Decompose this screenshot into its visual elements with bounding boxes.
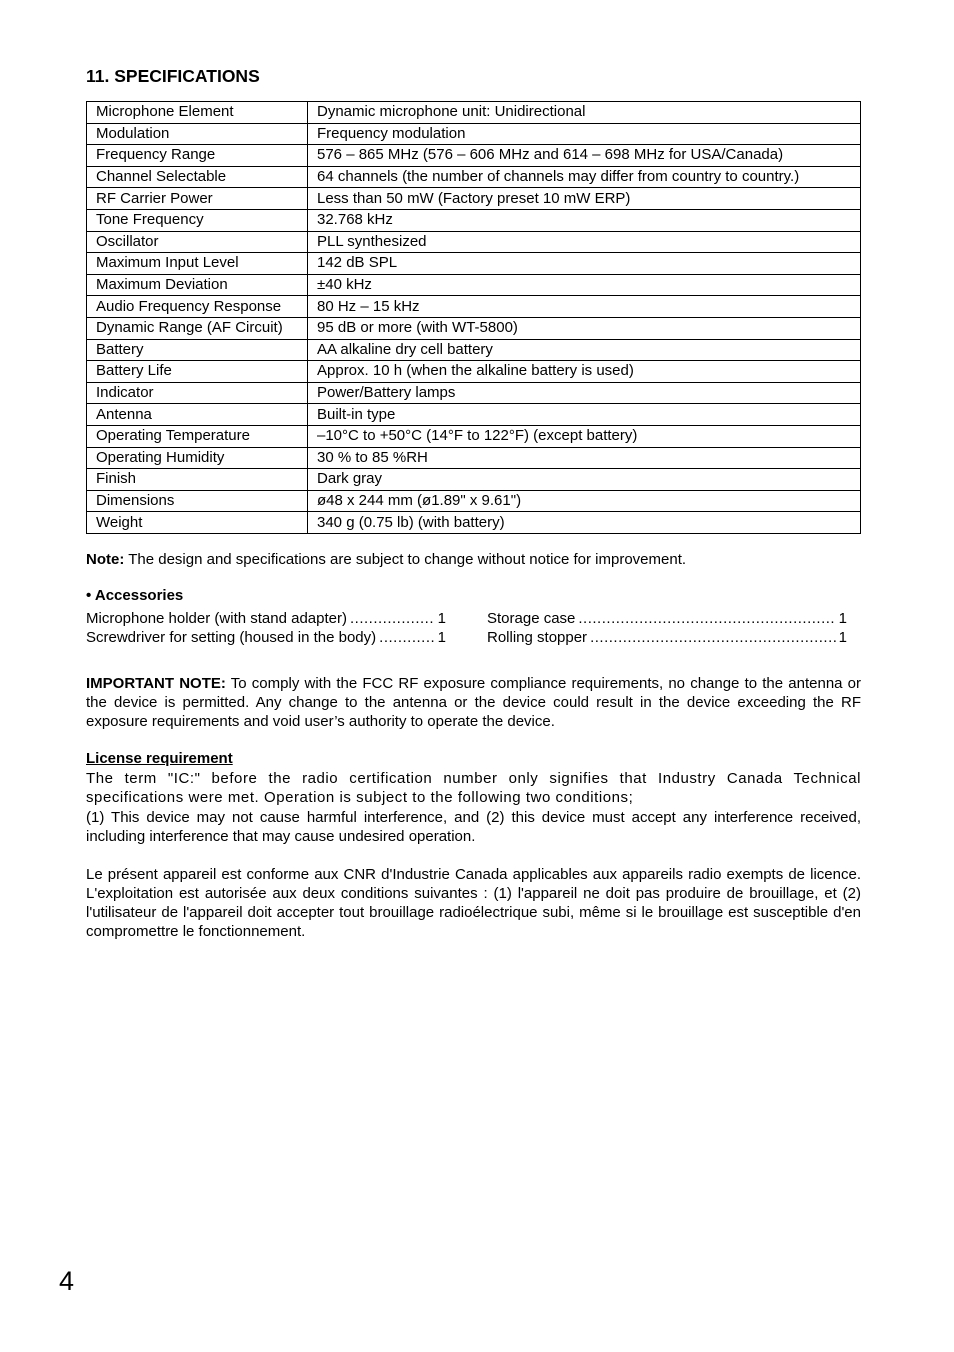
- spec-label: Battery Life: [87, 361, 308, 383]
- dot-leader: [350, 609, 435, 628]
- spec-label: Dynamic Range (AF Circuit): [87, 317, 308, 339]
- spec-label: Maximum Deviation: [87, 274, 308, 296]
- spec-value: PLL synthesized: [308, 231, 861, 253]
- spec-label: Audio Frequency Response: [87, 296, 308, 318]
- accessory-quantity: 1: [437, 610, 446, 627]
- spec-label: Indicator: [87, 382, 308, 404]
- spec-value: Frequency modulation: [308, 123, 861, 145]
- spec-label: Antenna: [87, 404, 308, 426]
- spec-label: Microphone Element: [87, 102, 308, 124]
- note-paragraph: [86, 551, 686, 568]
- spec-label: Dimensions: [87, 490, 308, 512]
- spec-row: [87, 490, 861, 512]
- accessory-name: Rolling stopper: [487, 629, 588, 646]
- accessories-heading: • Accessories: [86, 587, 184, 604]
- spec-row: [87, 102, 861, 124]
- spec-label: Battery: [87, 339, 308, 361]
- specifications-table-body: [87, 102, 861, 534]
- accessory-item: [487, 628, 847, 647]
- spec-label: Frequency Range: [87, 145, 308, 167]
- spec-value: Dynamic microphone unit: Unidirectional: [308, 102, 861, 124]
- spec-value: Less than 50 mW (Factory preset 10 mW ERP): [308, 188, 861, 210]
- spec-row: [87, 209, 861, 231]
- spec-row: [87, 123, 861, 145]
- spec-value: 80 Hz – 15 kHz: [308, 296, 861, 318]
- spec-value: ±40 kHz: [308, 274, 861, 296]
- spec-row: [87, 447, 861, 469]
- spec-row: [87, 145, 861, 167]
- spec-value: Approx. 10 h (when the alkaline battery is used): [308, 361, 861, 383]
- accessory-name: Storage case: [487, 610, 576, 627]
- spec-value: 340 g (0.75 lb) (with battery): [308, 512, 861, 534]
- dot-leader: [379, 628, 435, 647]
- accessory-item: [86, 628, 446, 647]
- spec-row: [87, 425, 861, 447]
- accessory-item: [86, 609, 446, 628]
- accessory-item: [487, 609, 847, 628]
- spec-row: [87, 231, 861, 253]
- spec-row: [87, 317, 861, 339]
- spec-label: RF Carrier Power: [87, 188, 308, 210]
- spec-label: Operating Temperature: [87, 425, 308, 447]
- spec-row: [87, 166, 861, 188]
- spec-row: [87, 274, 861, 296]
- accessory-name: Screwdriver for setting (housed in the body): [86, 629, 377, 646]
- specifications-table: [86, 101, 861, 534]
- spec-row: [87, 253, 861, 275]
- spec-label: Operating Humidity: [87, 447, 308, 469]
- accessory-quantity: 1: [437, 629, 446, 646]
- spec-row: [87, 296, 861, 318]
- note-label: Note:: [86, 551, 125, 568]
- spec-label: Maximum Input Level: [87, 253, 308, 275]
- page-number: 4: [59, 1266, 75, 1296]
- spec-label: Channel Selectable: [87, 166, 308, 188]
- accessory-quantity: 1: [838, 610, 847, 627]
- spec-value: 576 – 865 MHz (576 – 606 MHz and 614 – 698 MHz for USA/Canada): [308, 145, 861, 167]
- license-paragraph-french: Le présent appareil est conforme aux CNR d'Industrie Canada applicables aux appareils radio exempts de licence. L'exploitation est autorisée aux deux conditions suivantes : (1) l'appareil ne doit pas produire de brouillage, et (2) l'utilisateur de l'appareil doit accepter tout brouillage radioélectrique subi, même si le brouillage est susceptible d'en compromettre le fonctionnement.: [86, 866, 861, 940]
- spec-label: Finish: [87, 469, 308, 491]
- dot-leader: [590, 628, 836, 647]
- spec-value: Power/Battery lamps: [308, 382, 861, 404]
- license-paragraph-conditions: (1) This device may not cause harmful interference, and (2) this device must accept any interference received, including interference that may cause undesired operation.: [86, 809, 861, 845]
- spec-row: [87, 512, 861, 534]
- spec-label: Tone Frequency: [87, 209, 308, 231]
- accessories-list-left: [86, 609, 446, 647]
- important-note-label: IMPORTANT NOTE:: [86, 675, 226, 692]
- accessory-quantity: 1: [838, 629, 847, 646]
- spec-value: AA alkaline dry cell battery: [308, 339, 861, 361]
- spec-value: 32.768 kHz: [308, 209, 861, 231]
- spec-row: [87, 404, 861, 426]
- spec-value: Dark gray: [308, 469, 861, 491]
- important-note-text: To comply with the FCC RF exposure compliance requirements, no change to the antenna or the device is permitted. Any change to the antenna or the device could result in the device exceeding the RF exposure requirements and void user’s authority to operate the device.: [86, 675, 862, 730]
- spec-value: 95 dB or more (with WT-5800): [308, 317, 861, 339]
- spec-row: [87, 339, 861, 361]
- spec-label: Modulation: [87, 123, 308, 145]
- spec-label: Oscillator: [87, 231, 308, 253]
- spec-label: Weight: [87, 512, 308, 534]
- important-note-paragraph: [86, 674, 861, 731]
- license-heading: License requirement: [86, 750, 233, 767]
- dot-leader: [578, 609, 835, 628]
- page-title: 11. SPECIFICATIONS: [86, 66, 260, 86]
- spec-value: Built-in type: [308, 404, 861, 426]
- note-text: The design and specifications are subject to change without notice for improvement.: [124, 551, 687, 568]
- spec-row: [87, 188, 861, 210]
- accessories-list-right: [487, 609, 847, 647]
- license-paragraph-ic: The term "IC:" before the radio certification number only signifies that Industry Canada Technical specifications were met. Operation is subject to the following two conditions;: [86, 770, 861, 806]
- spec-value: ø48 x 244 mm (ø1.89" x 9.61"): [308, 490, 861, 512]
- spec-value: –10°C to +50°C (14°F to 122°F) (except battery): [308, 425, 861, 447]
- spec-row: [87, 382, 861, 404]
- spec-value: 64 channels (the number of channels may differ from country to country.): [308, 166, 861, 188]
- spec-row: [87, 361, 861, 383]
- spec-value: 142 dB SPL: [308, 253, 861, 275]
- accessory-name: Microphone holder (with stand adapter): [86, 610, 347, 627]
- spec-value: 30 % to 85 %RH: [308, 447, 861, 469]
- spec-row: [87, 469, 861, 491]
